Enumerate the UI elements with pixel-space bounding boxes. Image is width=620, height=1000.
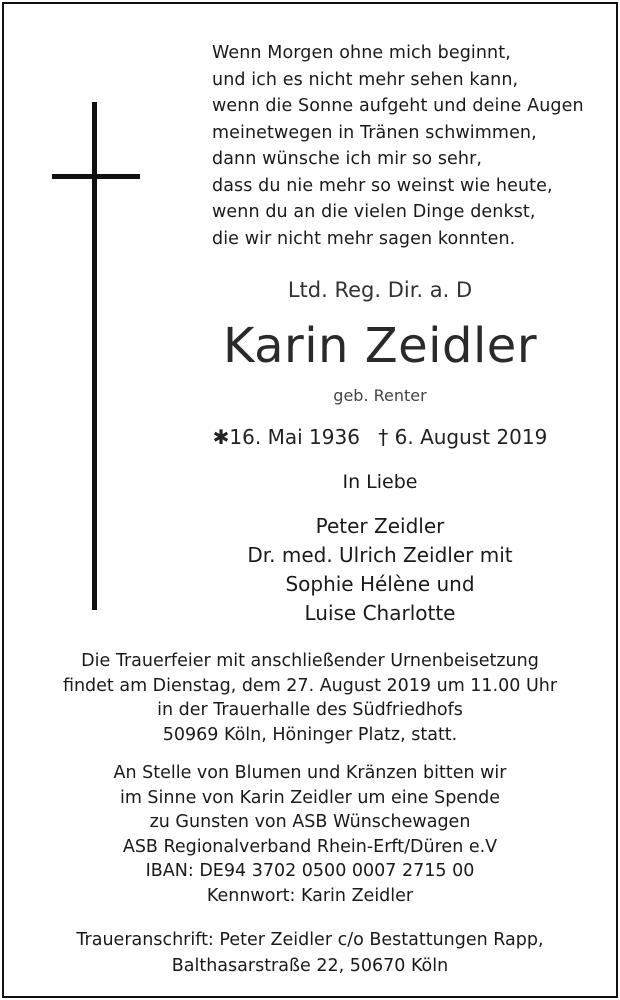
donation-iban: IBAN: DE94 3702 0500 0007 2715 00 — [145, 861, 475, 881]
poem-line: dass du nie mehr so weinst wie heute, — [212, 175, 553, 196]
mourner-name: Dr. med. Ulrich Zeidler mit — [247, 543, 513, 567]
poem — [212, 40, 592, 252]
service-line: Die Trauerfeier mit anschließender Urnenbeisetzung — [81, 651, 539, 671]
mourners-list — [130, 512, 620, 628]
address-line: Traueranschrift: Peter Zeidler c/o Bestattungen Rapp, — [76, 930, 544, 950]
poem-line: wenn die Sonne aufgeht und deine Augen — [212, 96, 584, 116]
donation-line: ASB Regionalverband Rhein-Erft/Düren e.V — [122, 836, 498, 857]
deceased-name: Karin Zeidler — [222, 318, 538, 374]
poem-line: wenn du an die vielen Dinge denkst, — [212, 202, 536, 222]
life-dates — [130, 425, 620, 449]
deceased-title: Ltd. Reg. Dir. a. D — [287, 278, 473, 302]
poem-line: Wenn Morgen ohne mich beginnt, — [212, 43, 511, 63]
poem-line: die wir nicht mehr sagen konnten. — [212, 228, 516, 249]
donation-line: im Sinne von Karin Zeidler um eine Spende — [119, 787, 501, 808]
service-line: 50969 Köln, Höninger Platz, statt. — [162, 724, 458, 745]
donation-line: An Stelle von Blumen und Kränzen bitten wir — [113, 763, 507, 783]
death-date: † 6. August 2019 — [378, 425, 548, 449]
address-line: Balthasarstraße 22, 50670 Köln — [171, 956, 449, 976]
mourner-name: Peter Zeidler — [315, 514, 445, 538]
service-line: in der Trauerhalle des Südfriedhofs — [157, 700, 463, 720]
donation-line: zu Gunsten von ASB Wünschewagen — [149, 812, 471, 832]
maiden-name: geb. Renter — [333, 386, 427, 405]
service-line: findet am Dienstag, dem 27. August 2019 um 11.00 Uhr — [62, 675, 558, 696]
cross-horizontal-bar — [52, 174, 140, 179]
mourning-address — [0, 927, 620, 979]
poem-line: meinetwegen in Tränen schwimmen, — [212, 122, 537, 143]
funeral-service-info — [0, 649, 620, 747]
poem-line: dann wünsche ich mir so sehr, — [212, 149, 483, 169]
birth-date: ✱16. Mai 1936 — [212, 425, 360, 449]
donation-request — [0, 761, 620, 908]
mourner-name: Luise Charlotte — [304, 601, 456, 625]
mourners-intro: In Liebe — [342, 471, 418, 493]
poem-line: und ich es nicht mehr sehen kann, — [212, 69, 519, 90]
mourner-name: Sophie Hélène und — [285, 572, 475, 596]
donation-keyword: Kennwort: Karin Zeidler — [206, 885, 414, 906]
